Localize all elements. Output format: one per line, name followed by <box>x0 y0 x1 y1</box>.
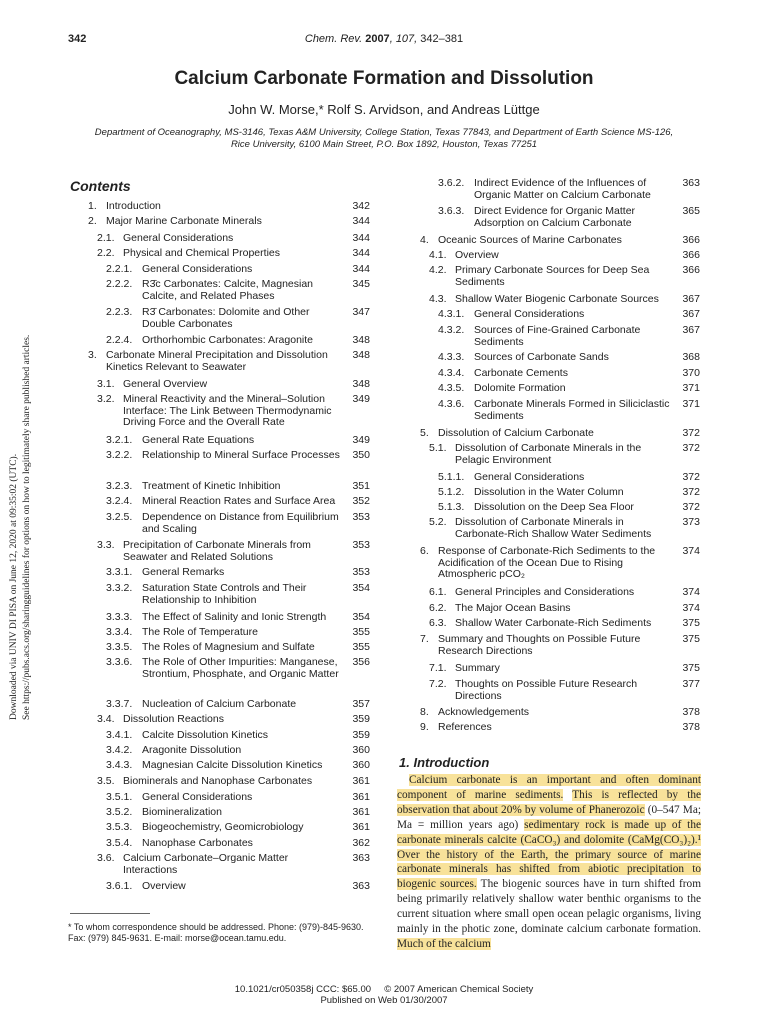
toc-entry-number: 4.3.3. <box>438 351 465 363</box>
journal-pages: 342–381 <box>420 33 464 45</box>
toc-entry-page: 373 <box>682 516 700 528</box>
toc-entry-number: 3.4.1. <box>106 729 133 741</box>
download-notice-line-2: See https://pubs.acs.org/sharingguidelines for options on how to legitimately share published articles. <box>22 334 32 720</box>
toc-entry-page: 375 <box>682 617 700 629</box>
toc-entry-title: Biomineralization <box>142 806 222 818</box>
toc-entry-number: 3.2.3. <box>106 480 133 492</box>
toc-entry-title: References <box>438 721 492 733</box>
toc-entry-page: 357 <box>352 698 370 710</box>
toc-entry[interactable] <box>97 394 370 429</box>
toc-entry-page: 356 <box>352 656 370 668</box>
toc-entry[interactable] <box>438 502 700 514</box>
toc-entry[interactable] <box>106 496 370 508</box>
toc-entry-title: Overview <box>142 880 186 892</box>
toc-entry-number: 3.2.2. <box>106 449 133 461</box>
highlighted-text: Over the history of the Earth, the primary source of marine carbonate minerals has shifted from abiotic precipitation to biogenic sources. <box>397 848 701 891</box>
toc-entry-page: 348 <box>352 334 370 346</box>
toc-entry-title: Biominerals and Nanophase Carbonates <box>123 775 313 787</box>
download-notice-line-1: Downloaded via UNIV DI PISA on June 12, 2020 at 09:35:02 (UTC). <box>9 453 19 720</box>
toc-entry-title: Calcite Dissolution Kinetics <box>142 729 269 741</box>
toc-entry-title: Major Marine Carbonate Minerals <box>106 215 262 227</box>
toc-entry[interactable] <box>438 399 700 422</box>
highlighted-text: Much of the calcium <box>397 937 491 950</box>
toc-entry-number: 7. <box>420 633 429 645</box>
toc-entry[interactable] <box>97 853 370 876</box>
toc-entry-number: 6.3. <box>429 617 447 629</box>
toc-entry-page: 368 <box>682 351 700 363</box>
toc-entry-title: Shallow Water Carbonate-Rich Sediments <box>455 617 652 629</box>
toc-entry-page: 361 <box>352 791 370 803</box>
toc-entry-title: Mineral Reactivity and the Mineral–Solution Interface: The Link Between Thermodynamic Driving Force and the Overall Rate <box>123 393 332 428</box>
toc-entry[interactable] <box>88 201 370 213</box>
highlighted-text: Calcium carbonate is an important and often dominant component of marine sediments. <box>397 774 701 801</box>
toc-entry-title: Relationship to Mineral Surface Processes <box>142 449 340 461</box>
toc-entry-number: 9. <box>420 721 429 733</box>
toc-entry-title: Dependence on Distance from Equilibrium and Scaling <box>142 511 339 535</box>
toc-entry-number: 1. <box>88 200 97 212</box>
toc-entry-title: Precipitation of Carbonate Minerals from Seawater and Related Solutions <box>123 539 311 563</box>
toc-entry-title: The Role of Temperature <box>142 626 258 638</box>
toc-entry[interactable] <box>438 178 700 201</box>
toc-entry-number: 2.2.4. <box>106 334 133 346</box>
toc-entry-number: 3.2.1. <box>106 434 133 446</box>
toc-entry-title: Summary <box>455 662 500 674</box>
toc-entry-title: Dissolution Reactions <box>123 713 224 725</box>
toc-entry-title: General Rate Equations <box>142 434 255 446</box>
toc-entry-number: 6. <box>420 545 429 557</box>
toc-entry[interactable] <box>429 294 700 306</box>
toc-entry-number: 3.5.1. <box>106 791 133 803</box>
toc-entry[interactable] <box>106 264 370 276</box>
toc-entry-number: 3.2.5. <box>106 511 133 523</box>
toc-entry-number: 3.3.6. <box>106 656 133 668</box>
toc-entry[interactable] <box>106 730 370 742</box>
publication-footer <box>0 984 768 1006</box>
toc-entry-title: Shallow Water Biogenic Carbonate Sources <box>455 293 659 305</box>
toc-entry[interactable] <box>106 838 370 850</box>
toc-entry-title: The Role of Other Impurities: Manganese, Strontium, Phosphate, and Organic Matter <box>142 656 339 680</box>
toc-entry-number: 3.2. <box>97 393 115 405</box>
toc-entry[interactable] <box>106 450 370 462</box>
toc-entry-number: 2.2. <box>97 247 115 259</box>
toc-entry-title: Calcium Carbonate–Organic Matter Interactions <box>123 852 289 876</box>
toc-entry-number: 7.2. <box>429 678 447 690</box>
toc-entry[interactable] <box>420 634 700 657</box>
toc-entry-number: 4.3.4. <box>438 367 465 379</box>
toc-entry-page: 372 <box>682 501 700 513</box>
toc-entry-number: 4.3. <box>429 293 447 305</box>
toc-entry-page: 348 <box>352 349 370 361</box>
toc-entry[interactable] <box>106 279 370 302</box>
toc-entry-page: 372 <box>682 471 700 483</box>
affiliation-line-1: Department of Oceanography, MS-3146, Texas A&M University, College Station, Texas 77843, and Department of Earth Science MS-126, <box>94 127 674 138</box>
toc-entry-page: 362 <box>352 837 370 849</box>
toc-entry[interactable] <box>106 760 370 772</box>
toc-entry[interactable] <box>438 472 700 484</box>
toc-entry-number: 5.1. <box>429 442 447 454</box>
toc-entry-page: 344 <box>352 215 370 227</box>
toc-entry-page: 360 <box>352 744 370 756</box>
toc-entry-number: 6.1. <box>429 586 447 598</box>
toc-entry-number: 3.4.3. <box>106 759 133 771</box>
toc-entry-title: Dolomite Formation <box>474 382 566 394</box>
journal-name: Chem. Rev. <box>304 33 363 45</box>
toc-entry-number: 3.1. <box>97 378 115 390</box>
toc-entry[interactable] <box>429 679 700 702</box>
toc-entry-number: 2. <box>88 215 97 227</box>
toc-entry-page: 371 <box>682 398 700 410</box>
toc-entry-number: 3. <box>88 349 97 361</box>
toc-entry-number: 3.3.4. <box>106 626 133 638</box>
toc-entry-title: Carbonate Mineral Precipitation and Dissolution Kinetics Relevant to Seawater <box>106 349 328 373</box>
toc-entry[interactable] <box>429 517 700 540</box>
section-heading-introduction: 1. Introduction <box>399 755 490 770</box>
toc-entry-title: Dissolution of Calcium Carbonate <box>438 427 594 439</box>
toc-entry-number: 3.6.3. <box>438 205 465 217</box>
toc-entry-page: 375 <box>682 662 700 674</box>
toc-entry-title: General Overview <box>123 378 208 390</box>
toc-entry-page: 367 <box>682 293 700 305</box>
toc-entry-page: 378 <box>682 706 700 718</box>
toc-entry-title: Physical and Chemical Properties <box>123 247 280 259</box>
footnote-line-2: Fax: (979) 845-9631. E-mail: morse@ocean.tamu.edu. <box>68 933 287 943</box>
toc-entry-number: 5. <box>420 427 429 439</box>
toc-entry[interactable] <box>438 325 700 348</box>
toc-entry-title: The Roles of Magnesium and Sulfate <box>142 641 315 653</box>
toc-entry-page: 377 <box>682 678 700 690</box>
toc-entry-title: R3̄c Carbonates: Calcite, Magnesian Calcite, and Related Phases <box>142 278 314 302</box>
toc-entry-number: 3.3. <box>97 539 115 551</box>
toc-entry-page: 355 <box>352 626 370 638</box>
page-number: 342 <box>68 33 87 45</box>
toc-entry-number: 5.2. <box>429 516 447 528</box>
toc-entry-number: 4.3.1. <box>438 308 465 320</box>
toc-entry-page: 372 <box>682 427 700 439</box>
toc-entry[interactable] <box>106 881 370 893</box>
toc-entry-title: Aragonite Dissolution <box>142 744 242 756</box>
toc-entry[interactable] <box>106 642 370 654</box>
toc-entry-title: Dissolution of Carbonate Minerals in Carbonate-Rich Shallow Water Sediments <box>455 516 652 540</box>
toc-entry-number: 3.3.2. <box>106 582 133 594</box>
toc-entry-number: 4.3.2. <box>438 324 465 336</box>
toc-entry-number: 3.5.4. <box>106 837 133 849</box>
toc-entry-number: 3.5. <box>97 775 115 787</box>
toc-entry-page: 354 <box>352 611 370 623</box>
toc-entry-page: 344 <box>352 263 370 275</box>
toc-entry-page: 372 <box>682 486 700 498</box>
toc-entry-title: General Considerations <box>474 308 585 320</box>
toc-entry[interactable] <box>429 443 700 466</box>
toc-entry[interactable] <box>438 383 700 395</box>
toc-entry[interactable] <box>420 546 700 581</box>
download-notice <box>0 0 32 1024</box>
toc-entry-number: 3.6. <box>97 852 115 864</box>
toc-entry-number: 3.6.1. <box>106 880 133 892</box>
toc-entry[interactable] <box>438 368 700 380</box>
body-text: (0–547 Ma; Ma = million years ago) <box>397 803 701 831</box>
toc-entry-number: 3.5.3. <box>106 821 133 833</box>
toc-entry-page: 359 <box>352 713 370 725</box>
toc-entry-page: 354 <box>352 582 370 594</box>
journal-volume: 107 <box>395 33 415 45</box>
toc-entry-title: Magnesian Calcite Dissolution Kinetics <box>142 759 323 771</box>
toc-entry-page: 367 <box>682 308 700 320</box>
toc-entry-title: General Considerations <box>142 791 253 803</box>
toc-entry-page: 374 <box>682 586 700 598</box>
journal-citation: Chem. Rev. 2007, 107, 342–381 <box>304 33 464 45</box>
toc-entry-page: 344 <box>352 247 370 259</box>
toc-entry[interactable] <box>429 265 700 288</box>
toc-entry[interactable] <box>106 583 370 606</box>
toc-entry[interactable] <box>106 627 370 639</box>
toc-entry-page: 360 <box>352 759 370 771</box>
toc-entry-page: 366 <box>682 234 700 246</box>
toc-entry-page: 371 <box>682 382 700 394</box>
toc-entry-number: 3.6.2. <box>438 177 465 189</box>
toc-entry-title: Acknowledgements <box>438 706 530 718</box>
toc-entry-page: 370 <box>682 367 700 379</box>
toc-entry-page: 366 <box>682 249 700 261</box>
toc-entry[interactable] <box>97 714 370 726</box>
toc-entry-page: 361 <box>352 821 370 833</box>
toc-entry-number: 2.2.2. <box>106 278 133 290</box>
toc-entry-title: General Remarks <box>142 566 225 578</box>
toc-entry[interactable] <box>97 776 370 788</box>
toc-entry-page: 350 <box>352 449 370 461</box>
toc-entry[interactable] <box>420 722 700 734</box>
toc-entry-title: Dissolution in the Water Column <box>474 486 624 498</box>
toc-entry-title: Direct Evidence for Organic Matter Adsorption on Calcium Carbonate <box>474 205 636 229</box>
toc-entry-number: 3.2.4. <box>106 495 133 507</box>
toc-entry[interactable] <box>106 822 370 834</box>
contents-heading: Contents <box>70 178 131 194</box>
toc-entry-number: 3.5.2. <box>106 806 133 818</box>
toc-entry[interactable] <box>106 699 370 711</box>
toc-entry-page: 352 <box>352 495 370 507</box>
introduction-body <box>397 773 701 952</box>
toc-entry-title: Indirect Evidence of the Influences of Organic Matter on Calcium Carbonate <box>474 177 651 201</box>
affiliation <box>80 127 688 151</box>
toc-entry-title: General Principles and Considerations <box>455 586 635 598</box>
toc-entry-title: Thoughts on Possible Future Research Directions <box>455 678 638 702</box>
toc-entry-number: 6.2. <box>429 602 447 614</box>
highlighted-text: sedimentary rock is made up of the carbonate minerals calcite (CaCO₃) and dolomite (CaMg(CO₃)₂).¹ <box>397 818 701 846</box>
toc-entry-page: 372 <box>682 442 700 454</box>
published-date: Published on Web 01/30/2007 <box>320 995 448 1006</box>
toc-entry-page: 344 <box>352 232 370 244</box>
toc-entry-page: 355 <box>352 641 370 653</box>
toc-entry[interactable] <box>97 540 370 563</box>
toc-entry[interactable] <box>106 612 370 624</box>
toc-entry[interactable] <box>438 309 700 321</box>
toc-entry-page: 375 <box>682 633 700 645</box>
toc-entry-title: Carbonate Minerals Formed in Siliciclastic Sediments <box>474 398 670 422</box>
toc-entry[interactable] <box>438 206 700 229</box>
toc-entry[interactable] <box>106 807 370 819</box>
toc-entry-title: Biogeochemistry, Geomicrobiology <box>142 821 304 833</box>
toc-entry-title: Orthorhombic Carbonates: Aragonite <box>142 334 314 346</box>
author-list: John W. Morse,* Rolf S. Arvidson, and Andreas Lüttge <box>228 102 540 117</box>
toc-entry-title: Carbonate Cements <box>474 367 568 379</box>
toc-entry[interactable] <box>106 512 370 535</box>
toc-entry-title: Primary Carbonate Sources for Deep Sea Sediments <box>455 264 650 288</box>
toc-entry-number: 8. <box>420 706 429 718</box>
affiliation-line-2: Rice University, 6100 Main Street, P.O. Box 1892, Houston, Texas 77251 <box>230 139 538 150</box>
toc-entry-title: Nucleation of Calcium Carbonate <box>142 698 297 710</box>
toc-entry[interactable] <box>429 587 700 599</box>
toc-entry[interactable] <box>429 663 700 675</box>
toc-entry[interactable] <box>97 379 370 391</box>
toc-entry-title: The Major Ocean Basins <box>455 602 571 614</box>
toc-entry-title: Dissolution on the Deep Sea Floor <box>474 501 634 513</box>
toc-entry[interactable] <box>429 603 700 615</box>
footnote-line-1: * To whom correspondence should be addressed. Phone: (979)-845-9630. <box>68 922 364 932</box>
introduction-paragraph <box>397 773 701 952</box>
toc-entry-page: 374 <box>682 602 700 614</box>
toc-entry-number: 2.2.3. <box>106 306 133 318</box>
toc-entry[interactable] <box>420 428 700 440</box>
correspondence-footnote <box>68 922 388 944</box>
highlighted-text: This is reflected by the observation that about 20% by volume of Phanerozoic <box>397 788 701 816</box>
toc-entry-number: 5.1.1. <box>438 471 465 483</box>
toc-entry-title: General Considerations <box>474 471 585 483</box>
toc-entry-page: 345 <box>352 278 370 290</box>
toc-entry-page: 351 <box>352 480 370 492</box>
toc-entry-number: 5.1.3. <box>438 501 465 513</box>
toc-entry-title: Mineral Reaction Rates and Surface Area <box>142 495 336 507</box>
toc-entry-page: 342 <box>352 200 370 212</box>
toc-entry-page: 348 <box>352 378 370 390</box>
toc-entry[interactable] <box>106 657 370 680</box>
toc-entry-page: 349 <box>352 393 370 405</box>
toc-entry-number: 4.1. <box>429 249 447 261</box>
toc-entry[interactable] <box>88 216 370 228</box>
toc-entry[interactable] <box>438 487 700 499</box>
toc-entry-page: 349 <box>352 434 370 446</box>
toc-entry-page: 353 <box>352 566 370 578</box>
toc-entry-number: 7.1. <box>429 662 447 674</box>
toc-entry-title: Overview <box>455 249 499 261</box>
footnote-divider <box>70 913 150 914</box>
toc-entry[interactable] <box>97 233 370 245</box>
toc-entry-title: Sources of Fine-Grained Carbonate Sediments <box>474 324 641 348</box>
toc-entry-page: 361 <box>352 806 370 818</box>
toc-entry-title: Treatment of Kinetic Inhibition <box>142 480 281 492</box>
toc-entry-number: 4.2. <box>429 264 447 276</box>
toc-entry-title: Nanophase Carbonates <box>142 837 253 849</box>
toc-entry-title: Oceanic Sources of Marine Carbonates <box>438 234 622 246</box>
body-text: The biogenic sources have in turn shifted from being primarily relatively shallow water benthic organisms to the current situation where small open ocean pelagic organisms, living mainly in the photic zone, dominate calcium carbonate formation. <box>397 878 701 936</box>
toc-entry-page: 359 <box>352 729 370 741</box>
toc-entry[interactable] <box>106 435 370 447</box>
toc-entry-title: Saturation State Controls and Their Relationship to Inhibition <box>142 582 307 606</box>
toc-entry[interactable] <box>97 248 370 260</box>
toc-entry[interactable] <box>106 745 370 757</box>
toc-entry-title: The Effect of Salinity and Ionic Strength <box>142 611 327 623</box>
toc-entry-number: 2.1. <box>97 232 115 244</box>
toc-entry-page: 366 <box>682 264 700 276</box>
toc-entry-number: 3.3.1. <box>106 566 133 578</box>
toc-entry-title: R3̄ Carbonates: Dolomite and Other Double Carbonates <box>142 306 310 330</box>
journal-year: 2007 <box>365 33 390 45</box>
toc-entry-title: General Considerations <box>142 263 253 275</box>
toc-entry-title: Sources of Carbonate Sands <box>474 351 609 363</box>
toc-entry-page: 353 <box>352 539 370 551</box>
article-title: Calcium Carbonate Formation and Dissolution <box>174 68 594 89</box>
toc-entry-page: 367 <box>682 324 700 336</box>
toc-entry-title: Summary and Thoughts on Possible Future Research Directions <box>438 633 641 657</box>
toc-entry-number: 3.3.7. <box>106 698 133 710</box>
toc-entry-page: 365 <box>682 205 700 217</box>
toc-entry-page: 361 <box>352 775 370 787</box>
toc-entry[interactable] <box>429 618 700 630</box>
toc-entry-page: 353 <box>352 511 370 523</box>
toc-entry-title: General Considerations <box>123 232 234 244</box>
toc-entry-number: 4.3.5. <box>438 382 465 394</box>
toc-entry-number: 3.4. <box>97 713 115 725</box>
toc-entry[interactable] <box>106 481 370 493</box>
toc-entry[interactable] <box>106 307 370 330</box>
toc-entry[interactable] <box>420 707 700 719</box>
toc-entry-title: Introduction <box>106 200 161 212</box>
toc-entry[interactable] <box>106 567 370 579</box>
toc-entry-number: 5.1.2. <box>438 486 465 498</box>
toc-entry[interactable] <box>106 335 370 347</box>
toc-entry-number: 3.3.3. <box>106 611 133 623</box>
toc-entry[interactable] <box>420 235 700 247</box>
toc-entry-number: 3.3.5. <box>106 641 133 653</box>
toc-entry[interactable] <box>429 250 700 262</box>
toc-entry-number: 2.2.1. <box>106 263 133 275</box>
toc-entry[interactable] <box>438 352 700 364</box>
toc-entry[interactable] <box>88 350 370 373</box>
body-text <box>563 789 572 801</box>
toc-entry-page: 347 <box>352 306 370 318</box>
toc-entry[interactable] <box>106 792 370 804</box>
toc-entry-number: 3.4.2. <box>106 744 133 756</box>
toc-entry-title: Response of Carbonate-Rich Sediments to the Acidification of the Ocean Due to Rising Atmospheric pCO₂ <box>438 545 656 580</box>
toc-entry-page: 363 <box>352 880 370 892</box>
toc-entry-title: Dissolution of Carbonate Minerals in the Pelagic Environment <box>455 442 642 466</box>
toc-entry-page: 374 <box>682 545 700 557</box>
doi-line: 10.1021/cr050358j CCC: $65.00 © 2007 American Chemical Society <box>234 984 534 995</box>
toc-entry-number: 4. <box>420 234 429 246</box>
toc-entry-number: 4.3.6. <box>438 398 465 410</box>
toc-entry-page: 363 <box>682 177 700 189</box>
toc-entry-page: 363 <box>352 852 370 864</box>
toc-entry-page: 378 <box>682 721 700 733</box>
